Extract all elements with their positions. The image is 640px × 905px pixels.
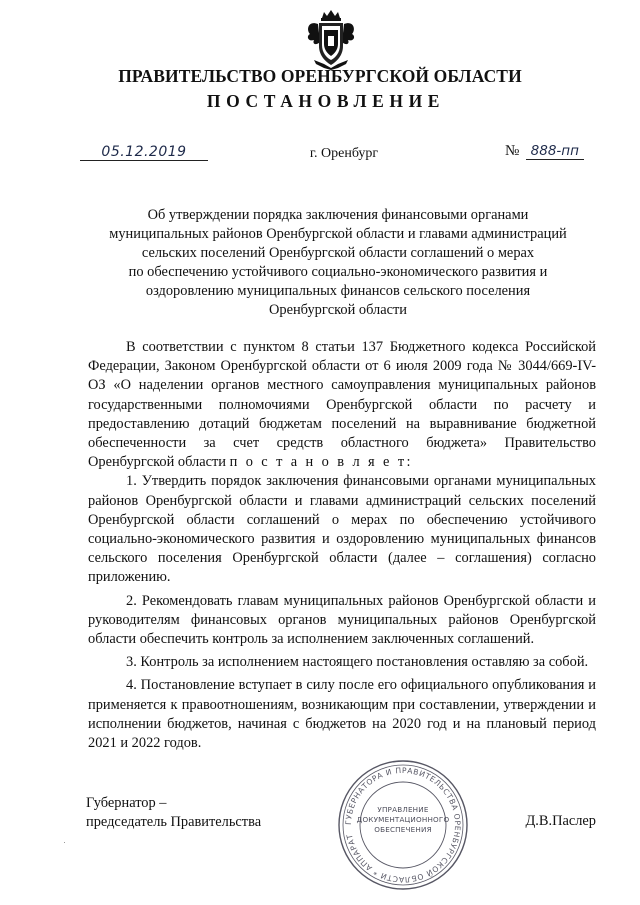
document-body — [88, 338, 596, 753]
stamp-ring-text: ГУБЕРНАТОРА И ПРАВИТЕЛЬСТВА ОРЕНБУРГСКОЙ ОБЛАСТИ * АППАРАТ — [343, 765, 463, 885]
document-type: ПОСТАНОВЛЕНИЕ — [206, 91, 446, 111]
stamp-line: ДОКУМЕНТАЦИОННОГО — [356, 815, 450, 824]
item-paragraph: 2. Рекомендовать главам муниципальных районов Оренбургской области и руководителям финансовых органов муниципальных районов Оренбургской области обеспечить контроль за исполнением заключенных соглашений. — [88, 592, 596, 648]
document-heading — [92, 206, 584, 320]
scan-mark — [64, 842, 65, 843]
heading-line: по обеспечению устойчивого социально-экономического развития и — [128, 264, 548, 280]
heading-line: Оренбургской области — [269, 302, 407, 318]
preamble-text: В соответствии с пунктом 8 статьи 137 Бюджетного кодекса Российской Федерации, Законом Оренбургской области от 6 июля 2009 года № 3044/669-IV-ОЗ «О наделении органов местного самоуправления муниципальных районов государственными полномочиями Оренбургской области по расчету и предоставлению дотаций бюджетам поселений на выравнивание бюджетной обеспеченности за счет средств областного бюджета» Правительство Оренбургской области — [88, 339, 596, 471]
signer-title — [86, 794, 261, 832]
number-sign: № — [505, 143, 520, 159]
document-city: г. Оренбург — [309, 146, 379, 161]
heading-line: оздоровлению муниципальных финансов сельского поселения — [145, 283, 531, 299]
signer-name: Д.В.Паслер — [525, 813, 596, 829]
signer-title-line: Губернатор – — [86, 795, 167, 811]
heading-line: сельских поселений Оренбургской области соглашений о мерах — [141, 245, 535, 261]
document-number — [505, 143, 590, 160]
item-paragraph: 4. Постановление вступает в силу после его официального опубликования и применяется к правоотношениям, возникающим при составлении, утверждении и исполнении бюджетов, начиная с бюджетов на 2020 год и на плановый период 2021 и 2022 годов. — [88, 677, 596, 752]
resolves-word: п о с т а н о в л я е т: — [229, 454, 413, 471]
stamp-line: ОБЕСПЕЧЕНИЯ — [374, 825, 432, 834]
item-paragraph: 3. Контроль за исполнением настоящего постановления оставляю за собой. — [126, 654, 589, 671]
official-stamp — [336, 758, 470, 892]
preamble-paragraph — [88, 338, 596, 472]
signer-title-line: председатель Правительства — [86, 814, 262, 830]
coat-of-arms-emblem — [300, 8, 362, 70]
heading-line: муниципальных районов Оренбургской области и главами администраций — [109, 226, 567, 242]
heading-line: Об утверждении порядка заключения финансовыми органами — [147, 207, 529, 223]
document-date: 05.12.2019 — [80, 144, 208, 161]
stamp-line: УПРАВЛЕНИЕ — [377, 805, 429, 814]
stamp-center-text — [336, 805, 470, 835]
item-paragraph: 1. Утвердить порядок заключения финансовыми органами муниципальных районов Оренбургской области и главами администраций сельских поселений Оренбургской области соглашений о мерах по обеспечению устойчивого социально-экономического развития и оздоровлению муниципальных финансов сельского поселения Оренбургской области (далее – соглашения) согласно приложению. — [88, 473, 596, 586]
number-value: 888-пп — [526, 143, 584, 160]
government-title: ПРАВИТЕЛЬСТВО ОРЕНБУРГСКОЙ ОБЛАСТИ — [118, 66, 522, 86]
